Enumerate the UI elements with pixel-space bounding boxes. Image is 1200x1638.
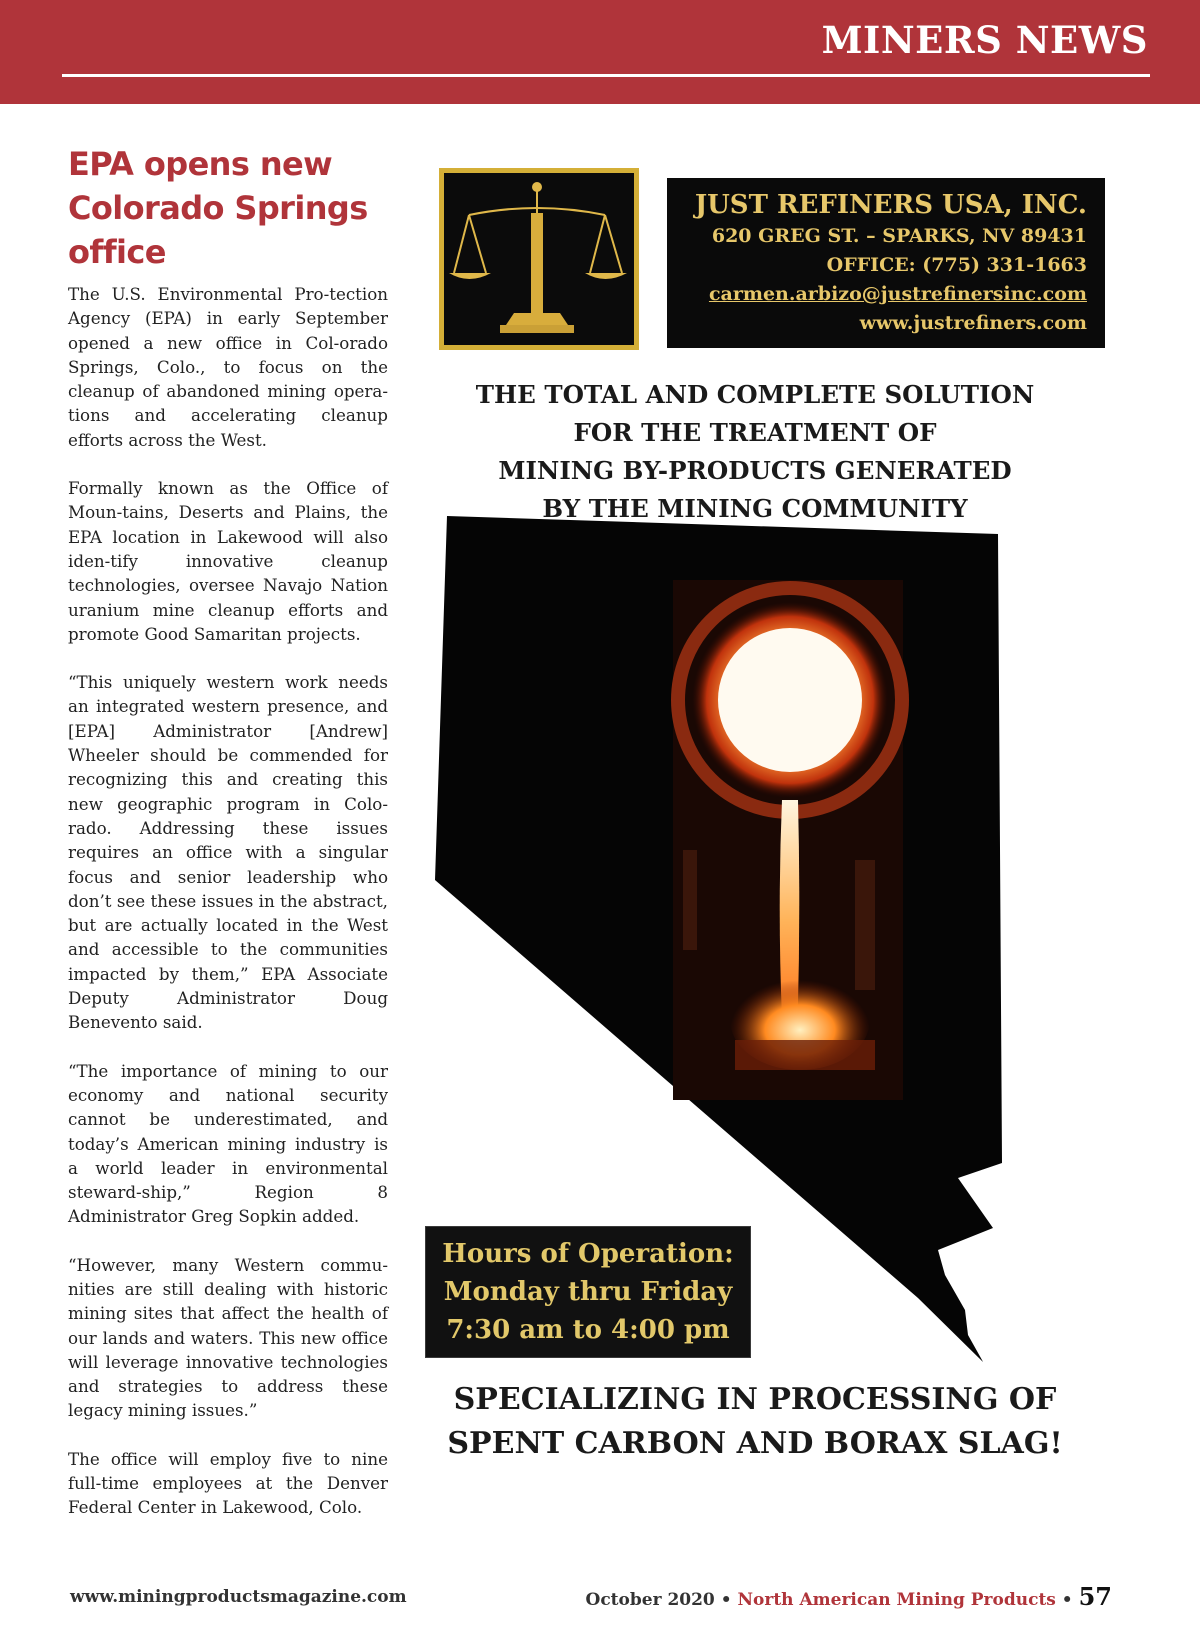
solution-line: FOR THE TREATMENT OF (573, 418, 937, 447)
scales-of-justice-icon (444, 173, 634, 345)
solution-line: THE TOTAL AND COMPLETE SOLUTION (475, 380, 1035, 409)
specialty-line: SPENT CARBON AND BORAX SLAG! (447, 1426, 1063, 1461)
footer-bullet: • (1061, 1590, 1079, 1610)
company-email-link[interactable]: carmen.arbizo@justrefinersinc.com (708, 283, 1087, 305)
solution-headline (405, 376, 1105, 528)
section-label: MINERS NEWS (821, 18, 1148, 62)
solution-line: BY THE MINING COMMUNITY (542, 494, 968, 523)
company-phone: OFFICE: (775) 331-1663 (826, 254, 1087, 276)
footer-website[interactable]: www.miningproductsmagazine.com (70, 1587, 407, 1607)
article-paragraph: “This uniquely western work needs an integrated western presence, and [EPA] Administrator [Andrew] Wheeler should be commended for recognizing this and creating this new geographic program in Colo-rado. Addressing these issues requires an office with a singular focus and senior leadership who don’t see these issues in the abstract, but are actually located in the West and accessible to the communities impacted by them,” EPA Associate Deputy Administrator Doug Benevento said. (68, 672, 388, 1033)
hours-line: 7:30 am to 4:00 pm (446, 1315, 730, 1345)
scales-logo (439, 168, 639, 350)
solution-line: MINING BY-PRODUCTS GENERATED (498, 456, 1012, 485)
hours-box (425, 1226, 751, 1358)
refiner-advertisement (405, 160, 1105, 1530)
hours-line: Hours of Operation: (442, 1239, 734, 1269)
article-paragraph: “However, many Western commu-nities are still dealing with historic mining sites that affect the health of our lands and waters. This new office will leverage innovative technologies and strategies to address these legacy mining issues.” (68, 1254, 388, 1421)
footer-publication: North American Mining Products (737, 1590, 1056, 1610)
header-rule (62, 74, 1150, 77)
page-number: 57 (1078, 1582, 1112, 1611)
company-name: JUST REFINERS USA, INC. (694, 190, 1087, 220)
specialty-headline (405, 1378, 1105, 1466)
company-website-link[interactable]: www.justrefiners.com (859, 312, 1087, 334)
footer-date: October 2020 (585, 1590, 715, 1610)
company-address: 620 GREG ST. – SPARKS, NV 89431 (711, 225, 1087, 247)
header-band (0, 0, 1200, 104)
article-paragraph: The U.S. Environmental Pro-tection Agency (EPA) in early September opened a new office in Col-orado Springs, Colo., to focus on the cleanup of abandoned mining opera-tions and accelerating cleanup efforts across the West. (68, 284, 388, 450)
footer-bullet: • (720, 1590, 738, 1610)
article-headline: EPA opens new Colorado Springs office (68, 145, 368, 271)
specialty-line: SPECIALIZING IN PROCESSING OF (453, 1382, 1057, 1417)
hours-line: Monday thru Friday (443, 1277, 733, 1307)
footer-folio (586, 1582, 1112, 1611)
article-paragraph: Formally known as the Office of Moun-tains, Deserts and Plains, the EPA location in Lakewood will also iden-tify innovative cleanup technologies, oversee Navajo Nation uranium mine cleanup efforts and promote Good Samaritan projects. (68, 478, 388, 644)
article (68, 142, 388, 1544)
article-paragraph: The office will employ five to nine full-time employees at the Denver Federal Center in Lakewood, Colo. (68, 1448, 388, 1518)
article-paragraph: “The importance of mining to our economy and national security cannot be underestimated, and today’s American mining industry is a world leader in environmental steward-ship,” Region 8 Administrator Greg Sopkin added. (68, 1060, 388, 1227)
contact-box (667, 178, 1105, 348)
